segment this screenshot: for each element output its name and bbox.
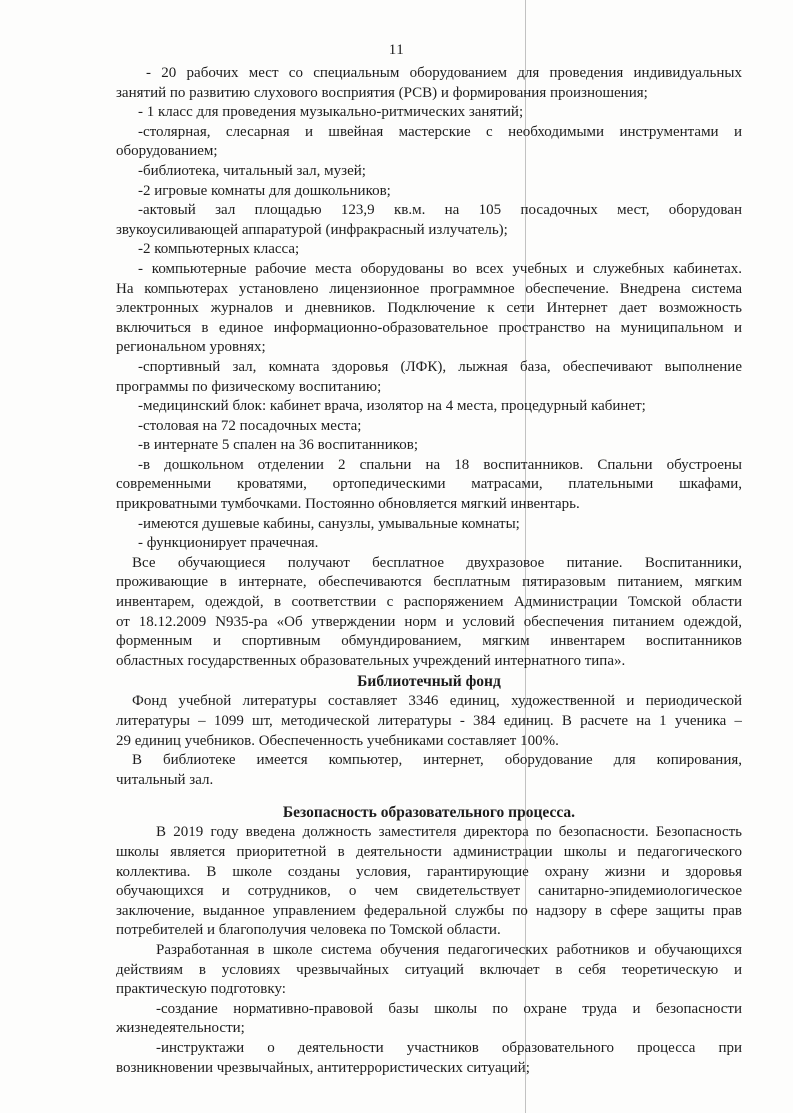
text-line: -инструктажи о деятельности участников образовательного процесса при bbox=[156, 1039, 742, 1056]
text-line: обучающихся и сотрудников, о чем свидетельствует санитарно-эпидемиологическое bbox=[116, 883, 742, 900]
text-line: - 1 класс для проведения музыкально-ритмических занятий; bbox=[138, 104, 524, 121]
text-line: Разработанная в школе система обучения педагогических работников и обучающихся bbox=[156, 941, 742, 958]
safety-paragraph bbox=[116, 823, 742, 1078]
text-line: В 2019 году введена должность заместителя директора по безопасности. Безопасность bbox=[156, 824, 742, 841]
text-line: возникновении чрезвычайных, антитеррористических ситуаций; bbox=[116, 1059, 530, 1076]
page-number: 11 bbox=[388, 42, 405, 58]
text-line: -2 компьютерных класса; bbox=[138, 241, 300, 258]
text-line: -имеются душевые кабины, санузлы, умывальные комнаты; bbox=[138, 515, 520, 532]
text-line: - функционирует прачечная. bbox=[138, 535, 319, 552]
text-line: - 20 рабочих мест со специальным оборудованием для проведения индивидуальных bbox=[146, 65, 742, 81]
text-line: В библиотеке имеется компьютер, интернет, оборудование для копирования, bbox=[132, 752, 742, 769]
text-line: потребителей и благополучия человека по Томской области. bbox=[116, 922, 501, 939]
text-line: На компьютерах установлено лицензионное программное обеспечение. Внедрена система bbox=[116, 280, 742, 297]
text-line: -актовый зал площадью 123,9 кв.м. на 105 посадочных мест, оборудован bbox=[138, 202, 742, 219]
text-line: заключение, выданное управлением федеральной службы по надзору в сфере защиты прав bbox=[116, 902, 742, 919]
text-line: - компьютерные рабочие места оборудованы во всех учебных и служебных кабинетах. bbox=[138, 260, 742, 277]
text-line: занятий по развитию слухового восприятия (РСВ) и формирования произношения; bbox=[116, 84, 648, 101]
text-line: -столярная, слесарная и швейная мастерские с необходимыми инструментами и bbox=[138, 123, 742, 140]
text-line: 29 единиц учебников. Обеспеченность учебниками составляет 100%. bbox=[116, 732, 559, 749]
text-line: электронных журналов и дневников. Подключение к сети Интернет дает возможность bbox=[116, 300, 742, 317]
text-line: от 18.12.2009 N935-ра «Об утверждении норм и условий обеспечения питанием одеждой, bbox=[116, 613, 742, 630]
text-line: инвентарем, одеждой, в соответствии с распоряжением Администрации Томской области bbox=[116, 594, 742, 611]
text-line: форменным и спортивным обмундированием, мягким инвентарем воспитанников bbox=[116, 633, 742, 650]
text-line: Фонд учебной литературы составляет 3346 единиц, художественной и периодической bbox=[132, 693, 742, 710]
facilities-list bbox=[116, 64, 742, 671]
text-line: региональном уровнях; bbox=[116, 339, 266, 356]
text-line: проживающие в интернате, обеспечиваются бесплатным пятиразовым питанием, мягким bbox=[116, 574, 742, 591]
section-gap bbox=[116, 790, 742, 802]
document-body bbox=[116, 64, 742, 1078]
text-line: Все обучающиеся получают бесплатное двухразовое питание. Воспитанники, bbox=[132, 554, 742, 571]
text-line: школы является приоритетной в деятельности администрации школы и педагогического bbox=[116, 843, 742, 860]
text-line: коллектива. В школе созданы условия, гарантирующие охрану жизни и здоровья bbox=[116, 863, 742, 880]
text-line: -в дошкольном отделении 2 спальни на 18 воспитанников. Спальни обустроены bbox=[138, 456, 742, 473]
text-line: -в интернате 5 спален на 36 воспитанников; bbox=[138, 437, 419, 454]
text-line: областных государственных образовательных учреждений интернатного типа». bbox=[116, 652, 626, 669]
text-line: включиться в единое информационно-образовательное пространство на муниципальном и bbox=[116, 319, 742, 336]
text-line: -спортивный зал, комната здоровья (ЛФК), лыжная база, обеспечивают выполнение bbox=[138, 358, 742, 375]
text-line: -библиотека, читальный зал, музей; bbox=[138, 162, 366, 179]
heading-library-fund: Библиотечный фонд bbox=[357, 673, 501, 691]
text-line: читальный зал. bbox=[116, 771, 214, 788]
text-line: -2 игровые комнаты для дошкольников; bbox=[138, 182, 391, 199]
text-line: литературы – 1099 шт, методической литературы - 384 единиц. В расчете на 1 ученика – bbox=[116, 713, 742, 729]
text-line: -столовая на 72 посадочных места; bbox=[138, 417, 362, 434]
text-line: звукоусиливающей аппаратурой (инфракрасный излучатель); bbox=[116, 221, 508, 238]
heading-safety: Безопасность образовательного процесса. bbox=[282, 804, 576, 822]
library-paragraph bbox=[116, 692, 742, 790]
text-line: действиям в условиях чрезвычайных ситуаций включает в себя теоретическую и bbox=[116, 961, 742, 978]
text-line: практическую подготовку: bbox=[116, 981, 286, 998]
text-line: программы по физическому воспитанию; bbox=[116, 378, 382, 395]
text-line: современными кроватями, ортопедическими матрасами, плательными шкафами, bbox=[116, 476, 742, 493]
text-line: прикроватными тумбочками. Постоянно обновляется мягкий инвентарь. bbox=[116, 496, 580, 513]
text-line: жизнедеятельности; bbox=[116, 1020, 245, 1037]
text-line: оборудованием; bbox=[116, 143, 218, 160]
text-line: -создание нормативно-правовой базы школы по охране труда и безопасности bbox=[156, 1000, 742, 1017]
text-line: -медицинский блок: кабинет врача, изолятор на 4 места, процедурный кабинет; bbox=[138, 398, 646, 415]
